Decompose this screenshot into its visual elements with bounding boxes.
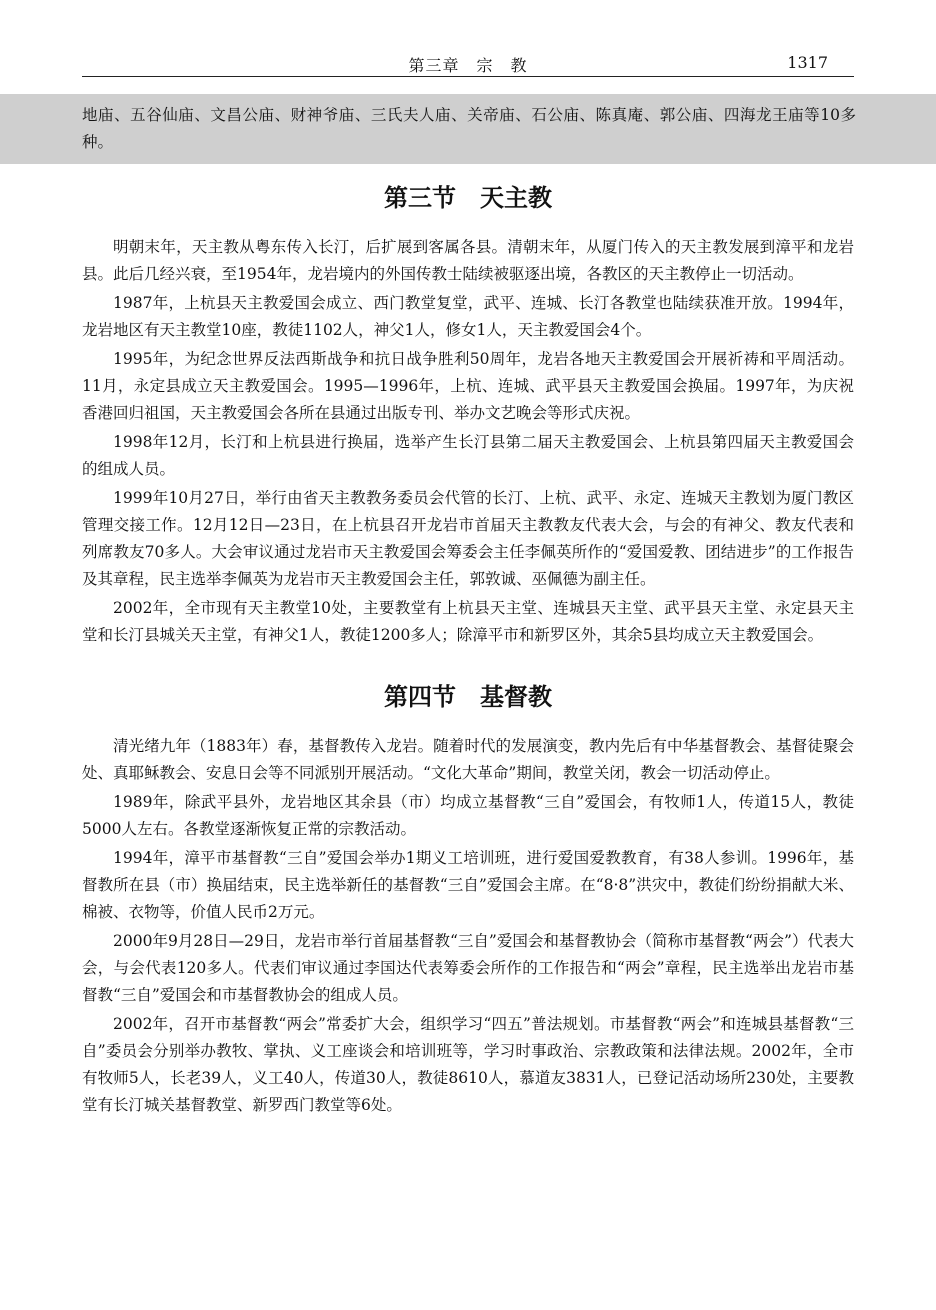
continuation-paragraph: 地庙、五谷仙庙、文昌公庙、财神爷庙、三氏夫人庙、关帝庙、石公庙、陈真庵、郭公庙、四海龙王庙等10多种。 xyxy=(82,106,856,151)
paragraph: 2000年9月28日—29日，龙岩市举行首届基督教“三自”爱国会和基督教协会（简称市基督教“两会”）代表大会，与会代表120多人。代表们审议通过李国达代表筹委会所作的工作报告和“两会”章程，民主选举出龙岩市基督教“三自”爱国会和市基督教协会的组成人员。 xyxy=(82,932,854,1004)
paragraph: 1995年，为纪念世界反法西斯战争和抗日战争胜利50周年，龙岩各地天主教爱国会开展祈祷和平周活动。11月，永定县成立天主教爱国会。1995—1996年，上杭、连城、武平县天主教爱国会换届。1997年，为庆祝香港回归祖国，天主教爱国会各所在县通过出版专刊、举办文艺晚会等形式庆祝。 xyxy=(82,350,854,422)
paragraph: 2002年，全市现有天主教堂10处，主要教堂有上杭县天主堂、连城县天主堂、武平县天主堂、永定县天主堂和长汀县城关天主堂，有神父1人，教徒1200多人；除漳平市和新罗区外，其余5县均成立天主教爱国会。 xyxy=(82,599,854,644)
paragraph: 清光绪九年（1883年）春，基督教传入龙岩。随着时代的发展演变，教内先后有中华基督教会、基督徒聚会处、真耶稣教会、安息日会等不同派别开展活动。“文化大革命”期间，教堂关闭，教会一切活动停止。 xyxy=(82,737,854,782)
page-header xyxy=(82,50,854,77)
section-title: 第四节 基督教 xyxy=(384,682,552,711)
paragraph: 1994年，漳平市基督教“三自”爱国会举办1期义工培训班，进行爱国爱教教育，有38人参训。1996年，基督教所在县（市）换届结束，民主选举新任的基督教“三自”爱国会主席。在“8·8”洪灾中，教徒们纷纷捐献大米、棉被、衣物等，价值人民币2万元。 xyxy=(82,849,854,921)
section-catholicism xyxy=(82,178,854,649)
highlighted-continuation-block xyxy=(0,94,936,164)
paragraph: 2002年，召开市基督教“两会”常委扩大会，组织学习“四五”普法规划。市基督教“两会”和连城县基督教“三自”委员会分别举办教牧、掌执、义工座谈会和培训班等，学习时事政治、宗教政策和法律法规。2002年，全市有牧师5人，长老39人，义工40人，传道30人，教徒8610人，慕道友3831人，已登记活动场所230处，主要教堂有长汀城关基督教堂、新罗西门教堂等6处。 xyxy=(82,1015,854,1114)
page-body xyxy=(82,172,854,1121)
page-number: 1317 xyxy=(787,53,828,72)
paragraph: 1987年，上杭县天主教爱国会成立、西门教堂复堂，武平、连城、长汀各教堂也陆续获准开放。1994年，龙岩地区有天主教堂10座，教徒1102人，神父1人，修女1人，天主教爱国会4个。 xyxy=(82,294,854,339)
chapter-title: 第三章 宗 教 xyxy=(408,56,528,75)
section-title: 第三节 天主教 xyxy=(384,183,552,212)
paragraph: 1989年，除武平县外，龙岩地区其余县（市）均成立基督教“三自”爱国会，有牧师1人，传道15人，教徒5000人左右。各教堂逐渐恢复正常的宗教活动。 xyxy=(82,793,854,838)
paragraph: 明朝末年，天主教从粤东传入长汀，后扩展到客属各县。清朝末年，从厦门传入的天主教发展到漳平和龙岩县。此后几经兴衰，至1954年，龙岩境内的外国传教士陆续被驱逐出境，各教区的天主教停止一切活动。 xyxy=(82,238,854,283)
paragraph: 1999年10月27日，举行由省天主教教务委员会代管的长汀、上杭、武平、永定、连城天主教划为厦门教区管理交接工作。12月12日—23日，在上杭县召开龙岩市首届天主教教友代表大会，与会的有神父、教友代表和列席教友70多人。大会审议通过龙岩市天主教爱国会筹委会主任李佩英所作的“爱国爱教、团结进步”的工作报告及其章程，民主选举李佩英为龙岩市天主教爱国会主任，郭敦诚、巫佩德为副主任。 xyxy=(82,489,854,588)
paragraph: 1998年12月，长汀和上杭县进行换届，选举产生长汀县第二届天主教爱国会、上杭县第四届天主教爱国会的组成人员。 xyxy=(82,433,854,478)
section-christianity xyxy=(82,677,854,1119)
